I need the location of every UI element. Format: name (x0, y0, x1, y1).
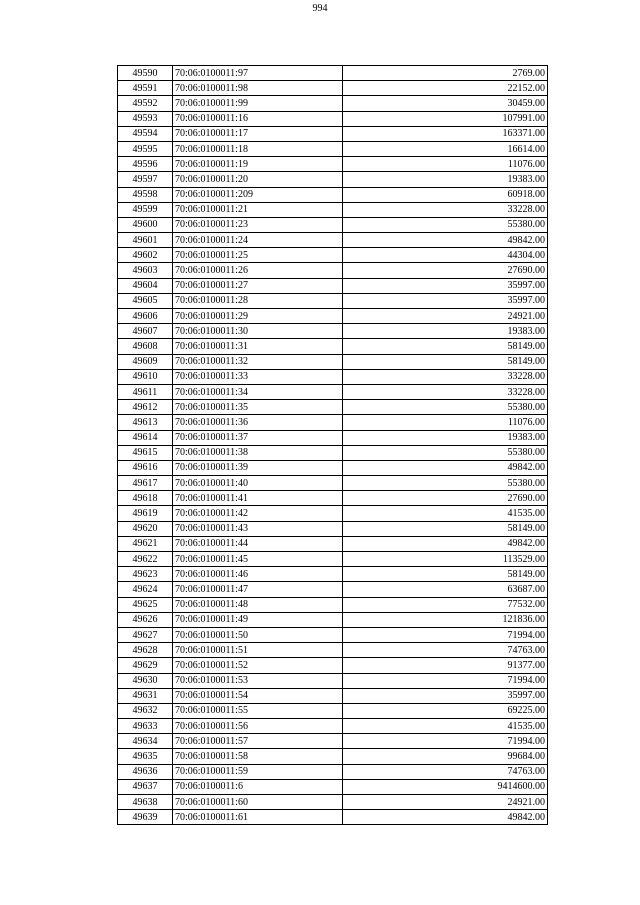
cadastral-number-cell: 70:06:0100011:44 (173, 536, 343, 551)
cadastral-value-cell: 11076.00 (343, 157, 548, 172)
cadastral-value-cell: 19383.00 (343, 172, 548, 187)
row-number-cell: 49636 (118, 764, 173, 779)
cadastral-value-cell: 30459.00 (343, 96, 548, 111)
table-row (118, 552, 548, 567)
table-row (118, 658, 548, 673)
row-number-cell: 49626 (118, 612, 173, 627)
table-row (118, 491, 548, 506)
cadastral-value-cell: 2769.00 (343, 66, 548, 81)
cadastral-value-cell: 35997.00 (343, 688, 548, 703)
table-row (118, 810, 548, 825)
row-number-cell: 49594 (118, 126, 173, 141)
row-number-cell: 49604 (118, 278, 173, 293)
cadastral-value-cell: 49842.00 (343, 460, 548, 475)
cadastral-number-cell: 70:06:0100011:16 (173, 111, 343, 126)
row-number-cell: 49625 (118, 597, 173, 612)
cadastral-number-cell: 70:06:0100011:35 (173, 400, 343, 415)
table-row (118, 703, 548, 718)
row-number-cell: 49627 (118, 627, 173, 642)
table-row (118, 688, 548, 703)
row-number-cell: 49592 (118, 96, 173, 111)
table-row (118, 172, 548, 187)
row-number-cell: 49608 (118, 339, 173, 354)
row-number-cell: 49615 (118, 445, 173, 460)
cadastral-value-cell: 69225.00 (343, 703, 548, 718)
cadastral-number-cell: 70:06:0100011:28 (173, 293, 343, 308)
table-row (118, 96, 548, 111)
cadastral-value-cell: 55380.00 (343, 476, 548, 491)
row-number-cell: 49591 (118, 81, 173, 96)
cadastral-number-cell: 70:06:0100011:50 (173, 627, 343, 642)
table-row (118, 627, 548, 642)
cadastral-value-cell: 74763.00 (343, 643, 548, 658)
row-number-cell: 49630 (118, 673, 173, 688)
table-row (118, 673, 548, 688)
cadastral-value-cell: 55380.00 (343, 217, 548, 232)
table-body (118, 66, 548, 825)
table-row (118, 217, 548, 232)
row-number-cell: 49622 (118, 552, 173, 567)
row-number-cell: 49607 (118, 324, 173, 339)
cadastral-number-cell: 70:06:0100011:27 (173, 278, 343, 293)
cadastral-number-cell: 70:06:0100011:60 (173, 795, 343, 810)
row-number-cell: 49590 (118, 66, 173, 81)
cadastral-value-cell: 35997.00 (343, 278, 548, 293)
cadastral-number-cell: 70:06:0100011:32 (173, 354, 343, 369)
table-row (118, 719, 548, 734)
row-number-cell: 49600 (118, 217, 173, 232)
cadastral-value-cell: 49842.00 (343, 810, 548, 825)
table-row (118, 309, 548, 324)
cadastral-value-cell: 49842.00 (343, 536, 548, 551)
table-row (118, 506, 548, 521)
row-number-cell: 49601 (118, 233, 173, 248)
cadastral-number-cell: 70:06:0100011:58 (173, 749, 343, 764)
cadastral-value-cell: 55380.00 (343, 400, 548, 415)
cadastral-number-cell: 70:06:0100011:46 (173, 567, 343, 582)
cadastral-number-cell: 70:06:0100011:54 (173, 688, 343, 703)
cadastral-value-cell: 9414600.00 (343, 779, 548, 794)
row-number-cell: 49610 (118, 369, 173, 384)
cadastral-value-cell: 44304.00 (343, 248, 548, 263)
cadastral-number-cell: 70:06:0100011:57 (173, 734, 343, 749)
table-row (118, 582, 548, 597)
cadastral-number-cell: 70:06:0100011:49 (173, 612, 343, 627)
cadastral-number-cell: 70:06:0100011:38 (173, 445, 343, 460)
table-row (118, 66, 548, 81)
cadastral-number-cell: 70:06:0100011:48 (173, 597, 343, 612)
cadastral-value-cell: 33228.00 (343, 384, 548, 399)
table-row (118, 445, 548, 460)
table-row (118, 141, 548, 156)
cadastral-number-cell: 70:06:0100011:98 (173, 81, 343, 96)
table-row (118, 415, 548, 430)
row-number-cell: 49613 (118, 415, 173, 430)
row-number-cell: 49596 (118, 157, 173, 172)
table-row (118, 293, 548, 308)
row-number-cell: 49631 (118, 688, 173, 703)
cadastral-value-cell: 71994.00 (343, 673, 548, 688)
cadastral-number-cell: 70:06:0100011:25 (173, 248, 343, 263)
row-number-cell: 49616 (118, 460, 173, 475)
cadastral-number-cell: 70:06:0100011:41 (173, 491, 343, 506)
row-number-cell: 49598 (118, 187, 173, 202)
row-number-cell: 49597 (118, 172, 173, 187)
cadastral-value-cell: 107991.00 (343, 111, 548, 126)
cadastral-number-cell: 70:06:0100011:43 (173, 521, 343, 536)
table-row (118, 202, 548, 217)
table-row (118, 263, 548, 278)
row-number-cell: 49612 (118, 400, 173, 415)
table-row (118, 567, 548, 582)
table-row (118, 354, 548, 369)
row-number-cell: 49619 (118, 506, 173, 521)
row-number-cell: 49609 (118, 354, 173, 369)
row-number-cell: 49623 (118, 567, 173, 582)
row-number-cell: 49638 (118, 795, 173, 810)
cadastral-value-cell: 74763.00 (343, 764, 548, 779)
cadastral-value-cell: 19383.00 (343, 430, 548, 445)
cadastral-number-cell: 70:06:0100011:56 (173, 719, 343, 734)
row-number-cell: 49621 (118, 536, 173, 551)
cadastral-number-cell: 70:06:0100011:29 (173, 309, 343, 324)
cadastral-number-cell: 70:06:0100011:97 (173, 66, 343, 81)
table-row (118, 460, 548, 475)
row-number-cell: 49605 (118, 293, 173, 308)
cadastral-number-cell: 70:06:0100011:34 (173, 384, 343, 399)
cadastral-number-cell: 70:06:0100011:209 (173, 187, 343, 202)
cadastral-value-cell: 19383.00 (343, 324, 548, 339)
row-number-cell: 49629 (118, 658, 173, 673)
cadastral-number-cell: 70:06:0100011:39 (173, 460, 343, 475)
cadastral-number-cell: 70:06:0100011:17 (173, 126, 343, 141)
table-row (118, 734, 548, 749)
cadastral-value-cell: 58149.00 (343, 567, 548, 582)
table-row (118, 111, 548, 126)
table-row (118, 612, 548, 627)
cadastral-number-cell: 70:06:0100011:21 (173, 202, 343, 217)
cadastral-number-cell: 70:06:0100011:36 (173, 415, 343, 430)
table-row (118, 749, 548, 764)
row-number-cell: 49599 (118, 202, 173, 217)
cadastral-value-cell: 99684.00 (343, 749, 548, 764)
cadastral-number-cell: 70:06:0100011:23 (173, 217, 343, 232)
table-row (118, 795, 548, 810)
cadastral-value-cell: 16614.00 (343, 141, 548, 156)
row-number-cell: 49624 (118, 582, 173, 597)
table-row (118, 779, 548, 794)
row-number-cell: 49637 (118, 779, 173, 794)
cadastral-value-cell: 91377.00 (343, 658, 548, 673)
cadastral-number-cell: 70:06:0100011:40 (173, 476, 343, 491)
cadastral-value-cell: 41535.00 (343, 506, 548, 521)
cadastral-value-cell: 63687.00 (343, 582, 548, 597)
cadastral-number-cell: 70:06:0100011:52 (173, 658, 343, 673)
table-row (118, 536, 548, 551)
cadastral-number-cell: 70:06:0100011:55 (173, 703, 343, 718)
cadastral-number-cell: 70:06:0100011:31 (173, 339, 343, 354)
table-row (118, 597, 548, 612)
table-row (118, 643, 548, 658)
page-number: 994 (312, 3, 328, 14)
row-number-cell: 49628 (118, 643, 173, 658)
table-row (118, 339, 548, 354)
cadastral-value-table (117, 65, 548, 825)
cadastral-number-cell: 70:06:0100011:53 (173, 673, 343, 688)
cadastral-value-cell: 55380.00 (343, 445, 548, 460)
cadastral-number-cell: 70:06:0100011:47 (173, 582, 343, 597)
cadastral-value-cell: 41535.00 (343, 719, 548, 734)
row-number-cell: 49635 (118, 749, 173, 764)
table-row (118, 187, 548, 202)
cadastral-value-cell: 35997.00 (343, 293, 548, 308)
cadastral-number-cell: 70:06:0100011:26 (173, 263, 343, 278)
cadastral-value-cell: 49842.00 (343, 233, 548, 248)
table-row (118, 369, 548, 384)
table-row (118, 233, 548, 248)
table-row (118, 384, 548, 399)
table-row (118, 81, 548, 96)
table-row (118, 764, 548, 779)
row-number-cell: 49620 (118, 521, 173, 536)
cadastral-number-cell: 70:06:0100011:37 (173, 430, 343, 445)
cadastral-value-cell: 77532.00 (343, 597, 548, 612)
cadastral-number-cell: 70:06:0100011:19 (173, 157, 343, 172)
row-number-cell: 49606 (118, 309, 173, 324)
row-number-cell: 49632 (118, 703, 173, 718)
cadastral-value-cell: 33228.00 (343, 369, 548, 384)
row-number-cell: 49633 (118, 719, 173, 734)
cadastral-number-cell: 70:06:0100011:20 (173, 172, 343, 187)
cadastral-value-cell: 33228.00 (343, 202, 548, 217)
cadastral-number-cell: 70:06:0100011:6 (173, 779, 343, 794)
cadastral-number-cell: 70:06:0100011:18 (173, 141, 343, 156)
cadastral-value-cell: 27690.00 (343, 263, 548, 278)
cadastral-value-cell: 71994.00 (343, 734, 548, 749)
row-number-cell: 49634 (118, 734, 173, 749)
row-number-cell: 49618 (118, 491, 173, 506)
cadastral-number-cell: 70:06:0100011:99 (173, 96, 343, 111)
cadastral-value-cell: 58149.00 (343, 354, 548, 369)
cadastral-number-cell: 70:06:0100011:33 (173, 369, 343, 384)
cadastral-number-cell: 70:06:0100011:61 (173, 810, 343, 825)
row-number-cell: 49602 (118, 248, 173, 263)
cadastral-number-cell: 70:06:0100011:51 (173, 643, 343, 658)
cadastral-value-cell: 24921.00 (343, 795, 548, 810)
row-number-cell: 49603 (118, 263, 173, 278)
cadastral-number-cell: 70:06:0100011:30 (173, 324, 343, 339)
cadastral-number-cell: 70:06:0100011:59 (173, 764, 343, 779)
cadastral-value-cell: 71994.00 (343, 627, 548, 642)
table-row (118, 430, 548, 445)
row-number-cell: 49611 (118, 384, 173, 399)
row-number-cell: 49639 (118, 810, 173, 825)
cadastral-value-cell: 163371.00 (343, 126, 548, 141)
table-row (118, 248, 548, 263)
cadastral-value-cell: 58149.00 (343, 521, 548, 536)
cadastral-number-cell: 70:06:0100011:45 (173, 552, 343, 567)
cadastral-value-cell: 11076.00 (343, 415, 548, 430)
row-number-cell: 49614 (118, 430, 173, 445)
cadastral-number-cell: 70:06:0100011:24 (173, 233, 343, 248)
cadastral-value-cell: 60918.00 (343, 187, 548, 202)
row-number-cell: 49593 (118, 111, 173, 126)
cadastral-value-cell: 58149.00 (343, 339, 548, 354)
cadastral-value-cell: 24921.00 (343, 309, 548, 324)
table-row (118, 476, 548, 491)
table-row (118, 400, 548, 415)
table-row (118, 126, 548, 141)
cadastral-value-cell: 121836.00 (343, 612, 548, 627)
table-row (118, 324, 548, 339)
cadastral-value-cell: 22152.00 (343, 81, 548, 96)
cadastral-number-cell: 70:06:0100011:42 (173, 506, 343, 521)
table-row (118, 521, 548, 536)
cadastral-value-cell: 113529.00 (343, 552, 548, 567)
row-number-cell: 49617 (118, 476, 173, 491)
table-row (118, 157, 548, 172)
cadastral-value-cell: 27690.00 (343, 491, 548, 506)
row-number-cell: 49595 (118, 141, 173, 156)
table-row (118, 278, 548, 293)
